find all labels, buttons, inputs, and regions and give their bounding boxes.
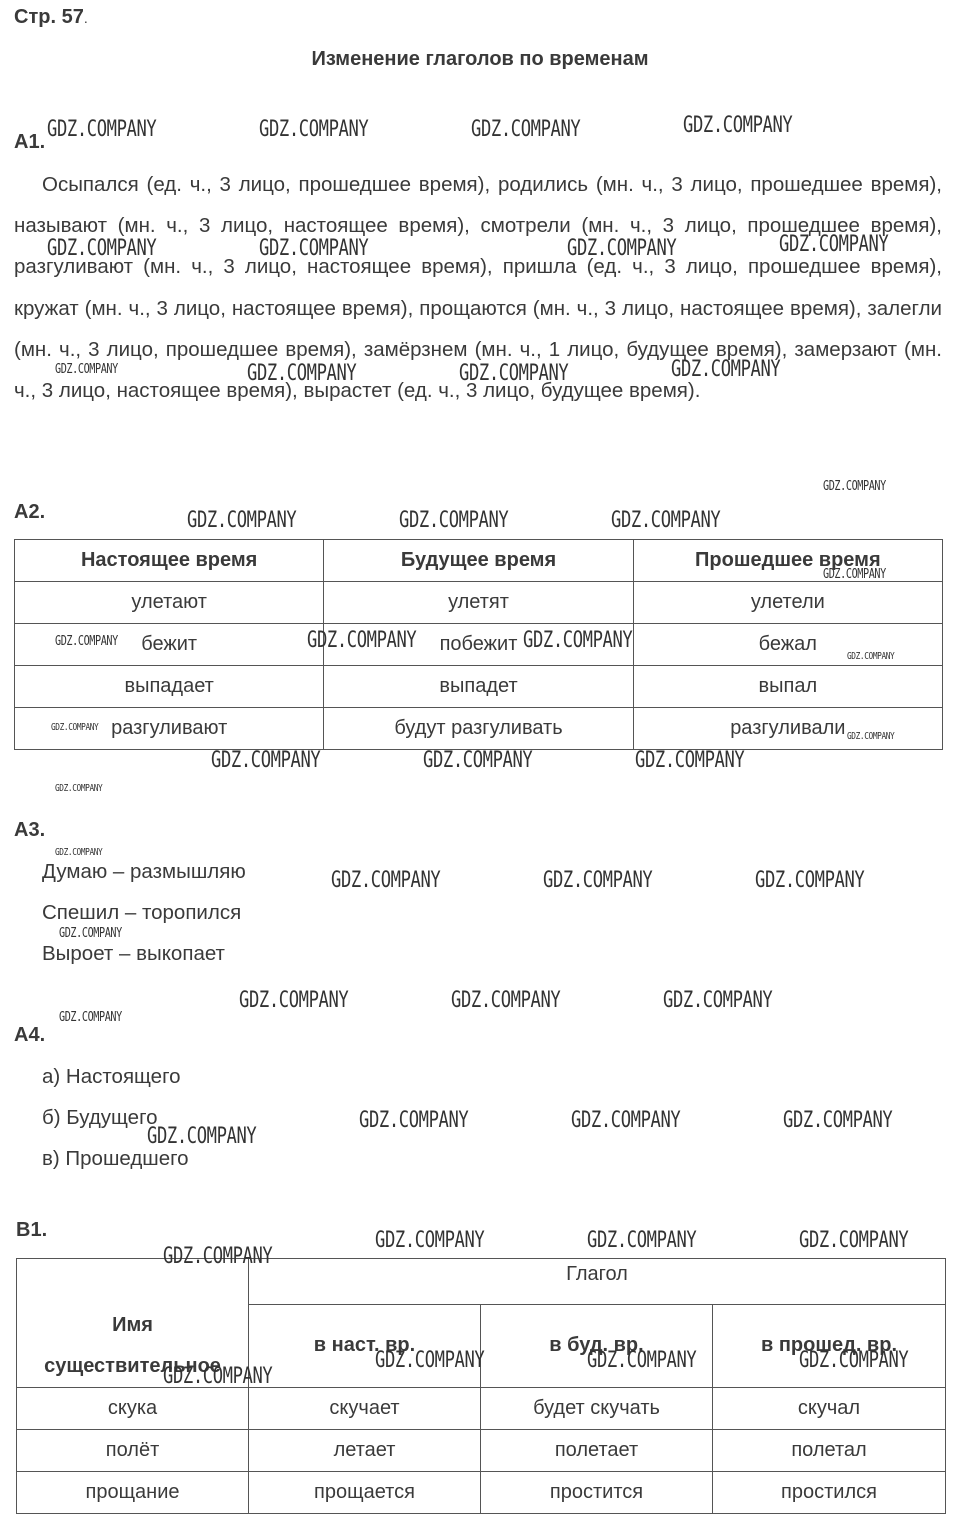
watermark: GDZ.COMPANY bbox=[211, 748, 321, 773]
table-cell: выпадает bbox=[15, 666, 324, 708]
watermark: GDZ.COMPANY bbox=[51, 722, 99, 733]
watermark: GDZ.COMPANY bbox=[847, 651, 895, 662]
noun-verb-table bbox=[16, 1258, 946, 1514]
watermark: GDZ.COMPANY bbox=[163, 1244, 273, 1269]
table-cell: прощание bbox=[17, 1471, 249, 1513]
noun-header-line: Имя bbox=[112, 1313, 153, 1336]
watermark: GDZ.COMPANY bbox=[59, 926, 122, 941]
task-a2-label: А2. bbox=[14, 501, 46, 523]
watermark: GDZ.COMPANY bbox=[587, 1348, 697, 1373]
watermark: GDZ.COMPANY bbox=[259, 117, 369, 142]
watermark: GDZ.COMPANY bbox=[823, 479, 886, 494]
table-cell: улетают bbox=[15, 582, 324, 624]
watermark: GDZ.COMPANY bbox=[523, 628, 633, 653]
watermark: GDZ.COMPANY bbox=[331, 868, 441, 893]
table-cell: полетал bbox=[713, 1429, 946, 1471]
watermark: GDZ.COMPANY bbox=[375, 1348, 485, 1373]
watermark: GDZ.COMPANY bbox=[55, 362, 118, 377]
watermark: GDZ.COMPANY bbox=[239, 988, 349, 1013]
watermark: GDZ.COMPANY bbox=[671, 357, 781, 382]
answer-line: Спешил – торопился bbox=[42, 901, 242, 924]
table-cell: бежит bbox=[15, 624, 324, 666]
watermark: GDZ.COMPANY bbox=[799, 1228, 909, 1253]
table-header-cell: Глагол bbox=[249, 1259, 946, 1305]
watermark: GDZ.COMPANY bbox=[423, 748, 533, 773]
watermark: GDZ.COMPANY bbox=[163, 1364, 273, 1389]
table-cell: побежит bbox=[324, 624, 633, 666]
table-cell: скука bbox=[17, 1387, 249, 1429]
table-cell: выпал bbox=[633, 666, 942, 708]
answer-line: Выроет – выкопает bbox=[42, 942, 225, 965]
watermark: GDZ.COMPANY bbox=[847, 731, 895, 742]
page-number-dot: . bbox=[83, 10, 88, 26]
watermark: GDZ.COMPANY bbox=[663, 988, 773, 1013]
table-row bbox=[17, 1387, 946, 1429]
watermark: GDZ.COMPANY bbox=[823, 567, 886, 582]
answer-line: б) Будущего bbox=[42, 1106, 158, 1129]
watermark: GDZ.COMPANY bbox=[55, 634, 118, 649]
tense-table bbox=[14, 539, 943, 750]
table-row bbox=[15, 582, 943, 624]
watermark: GDZ.COMPANY bbox=[375, 1228, 485, 1253]
task-a1-text: Осыпался (ед. ч., 3 лицо, прошедшее время), родились (мн. ч., 3 лицо, прошедшее время), называют (мн. ч., 3 лицо, настоящее время), смотрели (мн. ч., 3 лицо, прошедшее время), разгуливают (мн. ч., 3 лицо, настоящее время), пришла (ед. ч., 3 лицо, прошедшее время), кружат (мн. ч., 3 лицо, настоящее время), прощаются (мн. ч., 3 лицо, настоящее время), залегли (мн. ч., 3 лицо, прошедшее время), замёрзнем (мн. ч., 1 лицо, будущее время), замерзают (мн. ч., 3 лицо, настоящее время), вырастет (ед. ч., 3 лицо, будущее время). bbox=[14, 173, 942, 403]
table-row bbox=[15, 624, 943, 666]
watermark: GDZ.COMPANY bbox=[47, 117, 157, 142]
watermark: GDZ.COMPANY bbox=[567, 236, 677, 261]
table-header-row bbox=[17, 1259, 946, 1305]
table-row bbox=[15, 666, 943, 708]
watermark: GDZ.COMPANY bbox=[635, 748, 745, 773]
page-number: Стр. 57. bbox=[14, 6, 88, 28]
table-cell: улетели bbox=[633, 582, 942, 624]
table-header-cell: Будущее время bbox=[324, 540, 633, 582]
watermark: GDZ.COMPANY bbox=[399, 508, 509, 533]
watermark: GDZ.COMPANY bbox=[307, 628, 417, 653]
watermark: GDZ.COMPANY bbox=[187, 508, 297, 533]
table-header-cell: Прошедшее время bbox=[633, 540, 942, 582]
task-a3-label: А3. bbox=[14, 819, 46, 841]
watermark: GDZ.COMPANY bbox=[611, 508, 721, 533]
table-cell: разгуливали bbox=[633, 708, 942, 750]
watermark: GDZ.COMPANY bbox=[755, 868, 865, 893]
table-cell: простился bbox=[713, 1471, 946, 1513]
answer-line: а) Настоящего bbox=[42, 1065, 181, 1088]
watermark: GDZ.COMPANY bbox=[55, 847, 103, 858]
table-cell: полетает bbox=[481, 1429, 713, 1471]
table-row bbox=[17, 1471, 946, 1513]
table-cell: разгуливают bbox=[15, 708, 324, 750]
table-header-row bbox=[17, 1305, 946, 1388]
watermark: GDZ.COMPANY bbox=[571, 1108, 681, 1133]
table-header-row bbox=[15, 540, 943, 582]
task-a4-label: А4. bbox=[14, 1024, 46, 1046]
watermark: GDZ.COMPANY bbox=[543, 868, 653, 893]
table-cell: скучал bbox=[713, 1387, 946, 1429]
table-cell: летает bbox=[249, 1429, 481, 1471]
table-cell: будут разгуливать bbox=[324, 708, 633, 750]
watermark: GDZ.COMPANY bbox=[259, 236, 369, 261]
table-cell: скучает bbox=[249, 1387, 481, 1429]
watermark: GDZ.COMPANY bbox=[783, 1108, 893, 1133]
watermark: GDZ.COMPANY bbox=[47, 236, 157, 261]
watermark: GDZ.COMPANY bbox=[247, 361, 357, 386]
table-header-cell: в буд. вр. bbox=[481, 1305, 713, 1388]
watermark: GDZ.COMPANY bbox=[459, 361, 569, 386]
noun-header-line: существительное bbox=[44, 1354, 221, 1377]
watermark: GDZ.COMPANY bbox=[147, 1124, 257, 1149]
task-a1-label: А1. bbox=[14, 131, 46, 153]
page-title: Изменение глаголов по временам bbox=[311, 48, 649, 70]
answer-line: Думаю – размышляю bbox=[42, 860, 246, 883]
table-cell: полёт bbox=[17, 1429, 249, 1471]
table-cell: простится bbox=[481, 1471, 713, 1513]
table-header-cell: Настоящее время bbox=[15, 540, 324, 582]
answer-line: в) Прошедшего bbox=[42, 1147, 189, 1170]
table-header-cell: в наст. вр. bbox=[249, 1305, 481, 1388]
watermark: GDZ.COMPANY bbox=[779, 232, 889, 257]
table-cell: выпадет bbox=[324, 666, 633, 708]
watermark: GDZ.COMPANY bbox=[451, 988, 561, 1013]
watermark: GDZ.COMPANY bbox=[55, 783, 103, 794]
watermark: GDZ.COMPANY bbox=[471, 117, 581, 142]
watermark: GDZ.COMPANY bbox=[359, 1108, 469, 1133]
table-cell: будет скучать bbox=[481, 1387, 713, 1429]
table-row bbox=[17, 1429, 946, 1471]
table-cell: улетят bbox=[324, 582, 633, 624]
watermark: GDZ.COMPANY bbox=[683, 113, 793, 138]
task-b1-label: В1. bbox=[16, 1219, 48, 1241]
table-cell: прощается bbox=[249, 1471, 481, 1513]
watermark: GDZ.COMPANY bbox=[59, 1010, 122, 1025]
table-row bbox=[15, 708, 943, 750]
table-header-cell: в прошед. вр. bbox=[713, 1305, 946, 1388]
table-cell: бежал bbox=[633, 624, 942, 666]
watermark: GDZ.COMPANY bbox=[799, 1348, 909, 1373]
watermark: GDZ.COMPANY bbox=[587, 1228, 697, 1253]
